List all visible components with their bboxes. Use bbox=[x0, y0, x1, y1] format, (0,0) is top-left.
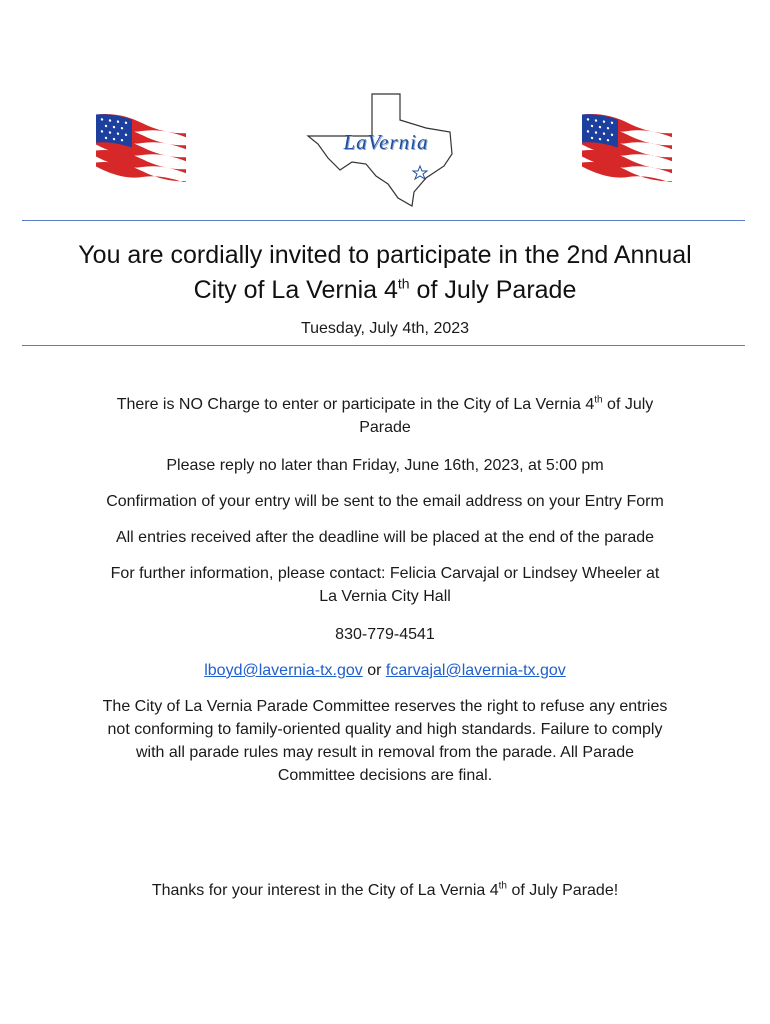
heading-superscript: th bbox=[397, 275, 410, 292]
thanks-superscript: th bbox=[498, 880, 507, 892]
phone-number: 830-779-4541 bbox=[335, 626, 435, 643]
reply-deadline: Please reply no later than Friday, June 16th, 2023, at 5:00 pm bbox=[166, 457, 604, 474]
committee-paragraph bbox=[0, 695, 770, 787]
email-contacts bbox=[0, 659, 770, 682]
no-charge-line-2: Parade bbox=[359, 419, 411, 436]
email-separator: or bbox=[362, 662, 386, 679]
no-charge-paragraph bbox=[0, 393, 770, 439]
committee-line-2: not conforming to family-oriented quality and high standards. Failure to comply bbox=[107, 721, 663, 738]
heading-line-2 bbox=[0, 273, 770, 308]
middle-divider bbox=[22, 345, 745, 346]
no-charge-text: There is NO Charge to enter or participate in the City of La Vernia 4 bbox=[116, 396, 595, 413]
invitation-heading bbox=[0, 238, 770, 308]
committee-line-4: Committee decisions are final. bbox=[277, 767, 493, 784]
logo-text: LaVernia bbox=[343, 130, 429, 154]
committee-line-1: The City of La Vernia Parade Committee reserves the right to refuse any entries bbox=[102, 698, 668, 715]
contact-paragraph bbox=[0, 562, 770, 608]
contact-line-1: For further information, please contact: Felicia Carvajal or Lindsey Wheeler at bbox=[110, 565, 660, 582]
email-link-lboyd[interactable]: lboyd@lavernia-tx.gov bbox=[204, 662, 363, 679]
contact-line-2: La Vernia City Hall bbox=[319, 588, 451, 605]
top-divider bbox=[22, 220, 745, 221]
confirmation-note: Confirmation of your entry will be sent to the email address on your Entry Form bbox=[106, 493, 664, 510]
thanks-line bbox=[0, 879, 770, 902]
late-entries-note: All entries received after the deadline will be placed at the end of the parade bbox=[115, 529, 655, 546]
heading-line-1: You are cordially invited to participate in the 2nd Annual bbox=[78, 241, 692, 269]
heading-line-2-text: City of La Vernia 4 bbox=[193, 276, 398, 304]
committee-line-3: with all parade rules may result in removal from the parade. All Parade bbox=[135, 744, 634, 761]
email-link-fcarvajal[interactable]: fcarvajal@lavernia-tx.gov bbox=[385, 662, 566, 679]
no-charge-superscript: th bbox=[594, 394, 603, 406]
no-charge-text-end: of July bbox=[602, 396, 654, 413]
la-vernia-logo bbox=[300, 92, 472, 208]
thanks-text-end: of July Parade! bbox=[507, 882, 619, 899]
heading-line-2-end: of July Parade bbox=[409, 276, 577, 304]
thanks-text: Thanks for your interest in the City of La Vernia 4 bbox=[151, 882, 499, 899]
american-flag-icon bbox=[578, 112, 674, 182]
american-flag-icon bbox=[92, 112, 188, 182]
parade-date: Tuesday, July 4th, 2023 bbox=[300, 320, 470, 337]
